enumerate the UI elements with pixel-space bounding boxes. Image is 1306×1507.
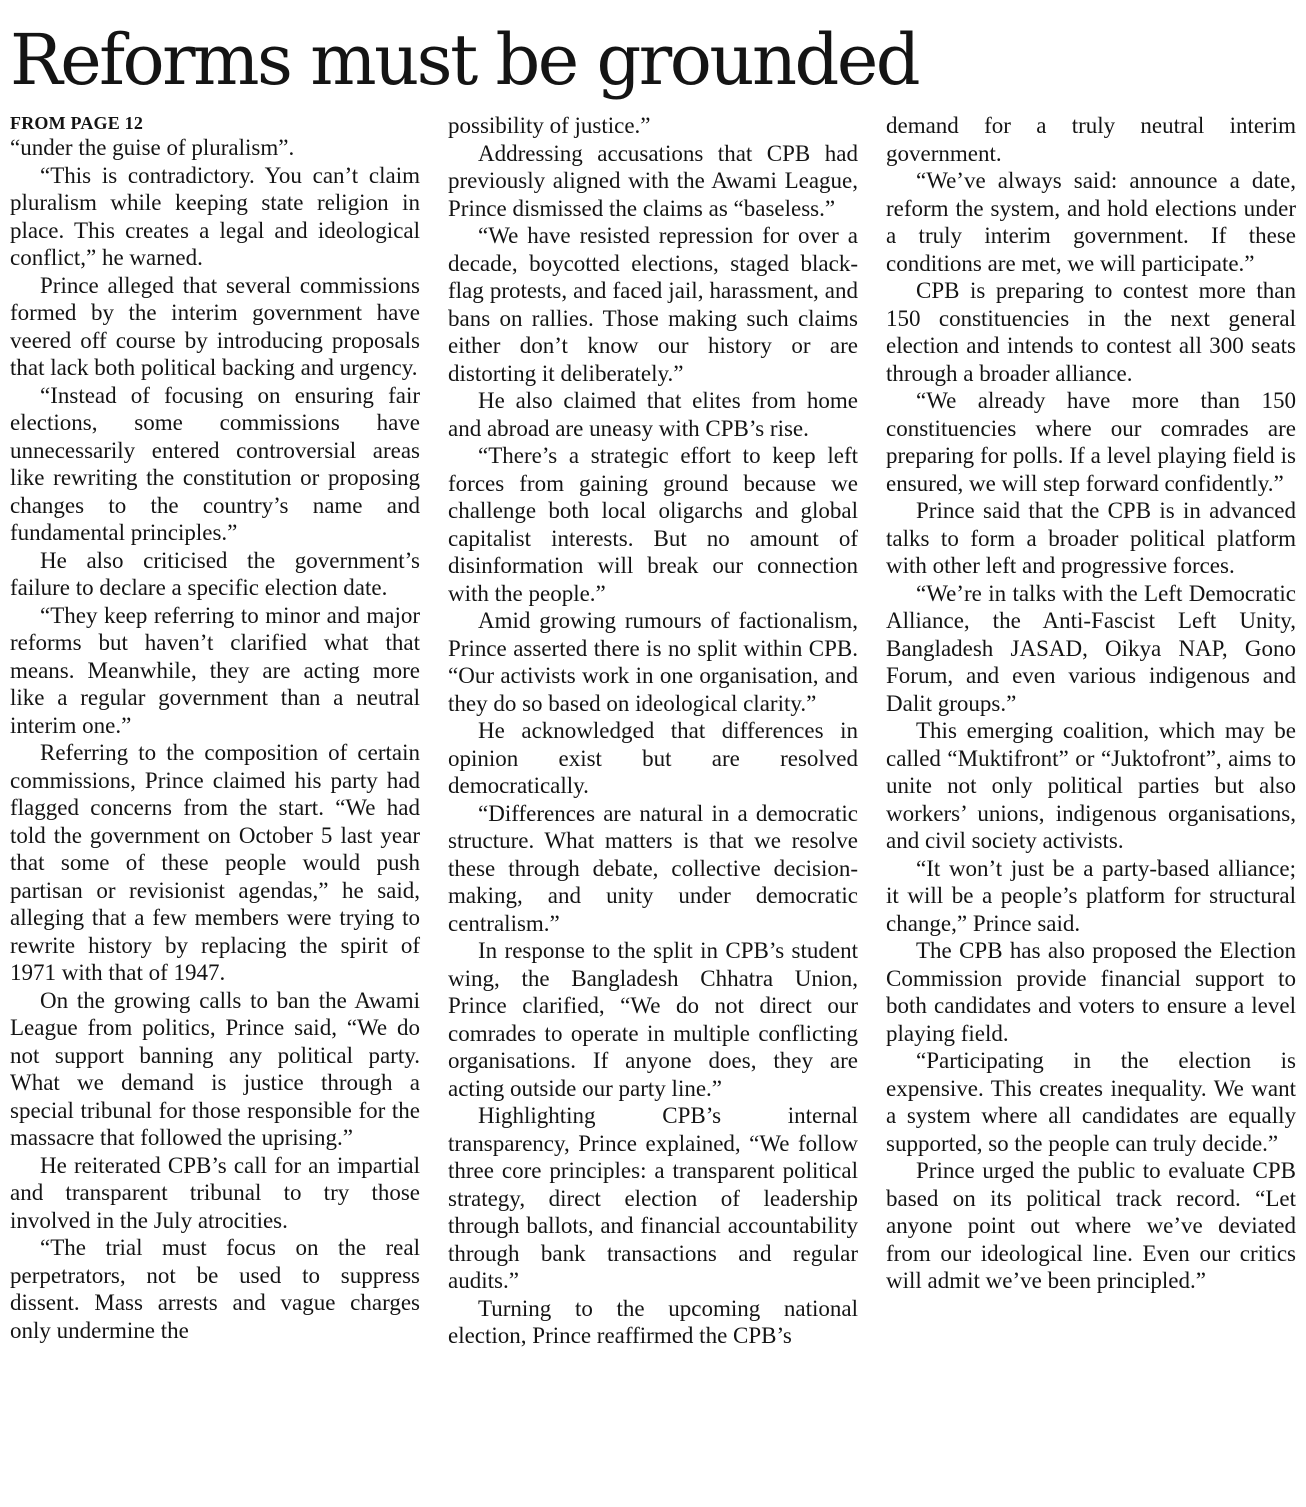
paragraph: “There’s a strategic effort to keep left forces from gaining ground because we challenge both local oligarchs and global capitalist interests. But no amount of disinformation will break our connection with the people.” (448, 443, 858, 606)
paragraph: He reiterated CPB’s call for an impartial and transparent tribunal to try those involved in the July atrocities. (10, 1152, 420, 1233)
paragraph: “Participating in the election is expensive. This creates inequality. We want a system where all candidates are equally supported, so the people can truly decide.” (886, 1048, 1296, 1156)
paragraph: possibility of justice.” (448, 113, 651, 138)
paragraph: CPB is preparing to contest more than 150 constituencies in the next general election and intends to contest all 300 seats through a broader alliance. (886, 278, 1296, 386)
paragraph: Addressing accusations that CPB had previously aligned with the Awami League, Prince dismissed the claims as “baseless.” (448, 140, 858, 221)
paragraph: In response to the split in CPB’s student wing, the Bangladesh Chhatra Union, Prince clarified, “We do not direct our comrades to operate in multiple conflicting organisations. If anyone does, they are acting outside our party line.” (448, 938, 858, 1101)
page-reference: FROM PAGE 12 (10, 113, 144, 133)
paragraph: “We have resisted repression for over a decade, boycotted elections, staged black-flag protests, and faced jail, harassment, and bans on rallies. Those making such claims either don’t know our history or are distorting it deliberately.” (448, 223, 858, 386)
paragraph: He also claimed that elites from home and abroad are uneasy with CPB’s rise. (448, 388, 858, 441)
paragraph: Highlighting CPB’s internal transparency, Prince explained, “We follow three core principles: a transparent political strategy, direct election of leadership through ballots, and financial accountability through bank transactions and regular audits.” (448, 1103, 858, 1293)
paragraph: “Instead of focusing on ensuring fair elections, some commissions have unnecessarily entered controversial areas like rewriting the constitution or proposing changes to the country’s name and fundamental principles.” (10, 382, 420, 545)
article-column-2 (448, 112, 858, 1350)
paragraph: “We’re in talks with the Left Democratic Alliance, the Anti-Fascist Left Unity, Bangladesh JASAD, Oikya NAP, Gono Forum, and even various indigenous and Dalit groups.” (886, 580, 1296, 716)
paragraph: “This is contradictory. You can’t claim pluralism while keeping state religion in place. This creates a legal and ideological conflict,” he warned. (10, 162, 420, 270)
paragraph: “under the guise of pluralism”. (10, 135, 295, 160)
paragraph: “They keep referring to minor and major reforms but haven’t clarified what that means. Meanwhile, they are acting more like a regular government than a neutral interim one.” (10, 602, 420, 738)
paragraph: “It won’t just be a party-based alliance; it will be a people’s platform for structural change,” Prince said. (886, 855, 1296, 936)
paragraph: Prince said that the CPB is in advanced talks to form a broader political platform with other left and progressive forces. (886, 498, 1296, 578)
article-column-3 (886, 112, 1296, 1295)
paragraph: demand for a truly neutral interim government. (886, 113, 1296, 166)
headline: Reforms must be grounded (10, 19, 919, 101)
paragraph: Prince urged the public to evaluate CPB based on its political track record. “Let anyone point out where we’ve deviated from our ideological line. Even our critics will admit we’ve been principled.” (886, 1158, 1296, 1293)
paragraph: “We already have more than 150 constituencies where our comrades are preparing for polls. If a level playing field is ensured, we will step forward confidently.” (886, 388, 1296, 496)
paragraph: On the growing calls to ban the Awami League from politics, Prince said, “We do not support banning any political party. What we demand is justice through a special tribunal for those responsible for the massacre that followed the uprising.” (10, 987, 420, 1150)
paragraph: Referring to the composition of certain commissions, Prince claimed his party had flagged concerns from the start. “We had told the government on October 5 last year that some of these people would push partisan or revisionist agendas,” he said, alleging that a few members were trying to rewrite history by replacing the spirit of 1971 with that of 1947. (10, 740, 420, 985)
paragraph: “We’ve always said: announce a date, reform the system, and hold elections under a truly interim government. If these conditions are met, we will participate.” (886, 168, 1296, 276)
paragraph: The CPB has also proposed the Election Commission provide financial support to both candidates and voters to ensure a level playing field. (886, 938, 1296, 1046)
paragraph: “Differences are natural in a democratic structure. What matters is that we resolve these through debate, collective decision-making, and unity under democratic centralism.” (448, 800, 858, 936)
paragraph: He also criticised the government’s failure to declare a specific election date. (10, 547, 420, 600)
paragraph: “The trial must focus on the real perpetrators, not be used to suppress dissent. Mass arrests and vague charges only undermine the (10, 1235, 420, 1343)
paragraph: This emerging coalition, which may be called “Muktifront” or “Juktofront”, aims to unite not only political parties but also workers’ unions, indigenous organisations, and civil society activists. (886, 718, 1296, 853)
paragraph: He acknowledged that differences in opinion exist but are resolved democratically. (448, 718, 858, 798)
paragraph: Turning to the upcoming national election, Prince reaffirmed the CPB’s (448, 1295, 858, 1348)
paragraph: Prince alleged that several commissions formed by the interim government have veered off course by introducing proposals that lack both political backing and urgency. (10, 272, 420, 380)
article-column-1 (10, 112, 420, 1344)
paragraph: Amid growing rumours of factionalism, Prince asserted there is no split within CPB. “Our activists work in one organisation, and they do so based on ideological clarity.” (448, 608, 858, 716)
